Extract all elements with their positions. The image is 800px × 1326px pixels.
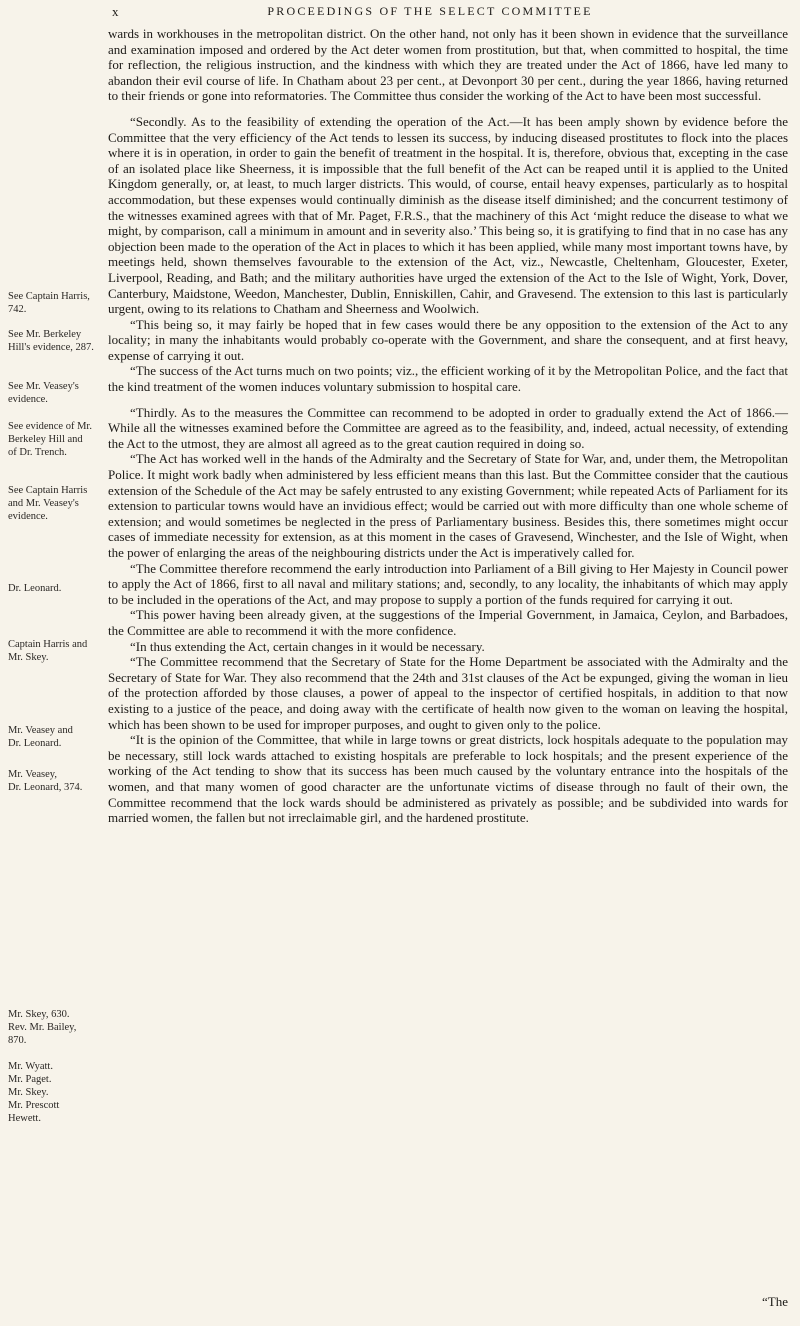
margin-note-line: Mr. Veasey, <box>8 769 57 780</box>
margin-note-line: See Mr. Berkeley <box>8 329 82 340</box>
margin-note-line: Mr. Skey, 630. <box>8 1009 70 1020</box>
margin-note <box>8 638 108 664</box>
margin-note-line: Captain Harris and <box>8 639 88 650</box>
paragraph: “It is the opinion of the Committee, that while in large towns or great districts, lock hospitals adequate to the population may be necessary, still lock wards attached to existing hospitals are preferable to lock hospitals; and the present experience of the working of the Act tending to show that its success has been much caused by the voluntary entrance into the hospitals of the women, and that many women of good character are the unfortunate victims of disease through no fault of their own, the Committee recommend that the lock wards should be administered as privately as possible; and be subdivided into wards for married women, the fallen but not irreclaimable girl, and the hardened prostitute. <box>108 732 788 826</box>
margin-note-line: Mr. Skey. <box>8 1087 49 1098</box>
margin-note-line: Dr. Leonard, 374. <box>8 782 83 793</box>
running-head: PROCEEDINGS OF THE SELECT COMMITTEE <box>267 4 593 18</box>
paragraph: “This being so, it may fairly be hoped that in few cases would there be any opposition to the extension of the Act to any locality; in many the inhabitants would probably co-operate with the Government, and share the consequent, and at first heavy, expense of carrying it out. <box>108 316 788 363</box>
margin-note <box>8 768 108 794</box>
margin-note-line: Mr. Wyatt. <box>8 1061 53 1072</box>
paragraph: “Secondly. As to the feasibility of extending the operation of the Act.—It has been amply shown by evidence before the Committee that the very efficiency of the Act tends to lessen its success, by inducing diseased prostitutes to flock into the places where it is in operation, in order to gain the benefit of treatment in the hospital. It is, therefore, obvious that, excepting in the case of an isolated place like Sheerness, it is impossible that the full benefit of the Act can be reaped until it is applied to the United Kingdom generally, or, at least, to much larger districts. This would, of course, entail heavy expenses, particularly as to hospital accommodation, but these expenses would continually diminish as the disease itself diminished; and the concurrent testimony of the witnesses examined agrees with that of Mr. Paget, F.R.S., that the machinery of this Act ‘might reduce the disease to what we might, by comparison, call a minimum in amount and in severity also.’ This being so, it is gratifying to find that in no case has any objection been made to the operation of the Act in places to which it has been applied, while many most important towns have, by meetings held, shown themselves favourable to the extension of the Act, viz., Newcastle, Cheltenham, Gloucester, Exeter, Liverpool, Reading, and Bath; and the military authorities have urged the extension of the Act to the Isle of Wight, York, Dover, Canterbury, Maidstone, Weedon, Manchester, Dublin, Enniskillen, Cahir, and Gravesend. The extension to this last is particularly urgent, owing to its relations to Chatham and Sheerness and Woolwich. <box>108 113 788 317</box>
body-text <box>108 26 788 826</box>
margin-note-line: Mr. Veasey and <box>8 725 73 736</box>
margin-note-line: Mr. Prescott <box>8 1100 60 1111</box>
catchword: “The <box>762 1294 788 1309</box>
margin-note <box>8 380 108 406</box>
paragraph: “The success of the Act turns much on two points; viz., the efficient working of it by the Metropolitan Police, and the fact that the kind treatment of the women induces voluntary submission to hospital care. <box>108 363 788 395</box>
margin-note <box>8 1008 108 1047</box>
margin-note-line: Dr. Leonard. <box>8 738 62 749</box>
paragraph: “Thirdly. As to the measures the Committee can recommend to be adopted in order to gradually extend the Act of 1866.—While all the witnesses examined before the Committee are agreed as to the feasibility, and, indeed, actual necessity, of extending the Act to the utmost, they are almost all agreed as to the great caution required in doing so. <box>108 404 788 451</box>
margin-note-line: evidence. <box>8 394 48 405</box>
margin-note-line: Rev. Mr. Bailey, <box>8 1022 77 1033</box>
margin-note <box>8 1060 108 1125</box>
paragraph: “In thus extending the Act, certain changes in it would be necessary. <box>130 638 485 654</box>
margin-note <box>8 420 108 459</box>
margin-note-line: 870. <box>8 1035 27 1046</box>
paragraph: “The Committee recommend that the Secretary of State for the Home Department be associated with the Admiralty and the Secretary of State for War. They also recommend that the 24th and 31st clauses of the Act be expunged, giving the woman in lieu of the protection afforded by those clauses, a power of appeal to the inspector of certified hospitals, in addition to that now existing to a justice of the peace, and doing away with the certificate of health now given to the woman on leaving the hospital, which has been shown to be used for improper purposes, and ought to given only to the police. <box>108 654 788 732</box>
margin-note-line: Mr. Paget. <box>8 1074 52 1085</box>
margin-note-line: See Captain Harris <box>8 485 88 496</box>
margin-note-line: of Dr. Trench. <box>8 447 67 458</box>
margin-note <box>8 484 108 523</box>
margin-note-line: 742. <box>8 304 27 315</box>
margin-note-line: See Mr. Veasey's <box>8 381 79 392</box>
margin-note <box>8 290 108 316</box>
margin-note <box>8 328 108 354</box>
paragraph: “The Act has worked well in the hands of the Admiralty and the Secretary of State for War, and, under them, the Metropolitan Police. It might work badly when administered by less efficient means than this last. But the Committee consider that the cautious extension of the Schedule of the Act may be safely entrusted to any existing Government; while repeated Acts of Parliament for its extension to particular towns would have an invidious effect; would be carried out with more difficulty than one whole scheme of extension; and would sometimes be neglected in the press of Parliamentary business. Besides this, there sometimes might occur cases of immediate necessity for extension, as at this moment in the cases of Gravesend, Winchester, and the Isle of Wight, when the power of enlarging the areas of the neighbouring districts under the Act is imperatively called for. <box>108 451 788 560</box>
page-number: x <box>112 4 120 19</box>
margin-note-line: and Mr. Veasey's <box>8 498 79 509</box>
page-header <box>0 4 800 28</box>
paragraph: “This power having been already given, at the suggestions of the Imperial Government, in Jamaica, Ceylon, and Barbadoes, the Committee are able to recommend it with the more confidence. <box>108 607 788 638</box>
margin-note-line: See Captain Harris, <box>8 291 90 302</box>
margin-note-line: Hewett. <box>8 1113 41 1124</box>
margin-note-line: Hill's evidence, 287. <box>8 342 94 353</box>
paragraph: wards in workhouses in the metropolitan district. On the other hand, not only has it been shown in evidence that the surveillance and examination imposed and ordered by the Act deter women from prostitution, but that, when committed to hospital, the time for reflection, the religious instruction, and the kindness with which they are treated under the Act of 1866, have led many to abandon their evil course of life. In Chatham about 23 per cent., at Devonport 30 per cent., during the year 1866, having returned to their friends or gone into reformatories. The Committee thus consider the working of the Act to have been most successful. <box>108 26 788 104</box>
margin-note <box>8 582 108 595</box>
margin-note-line: Mr. Skey. <box>8 652 49 663</box>
margin-note-line: evidence. <box>8 511 48 522</box>
paragraph: “The Committee therefore recommend the early introduction into Parliament of a Bill giving to Her Majesty in Council power to apply the Act of 1866, first to all naval and military stations; and, secondly, to any locality, the inhabitants of which may apply to be included in the operations of the Act, and may propose to supply a portion of the funds required for carrying it out. <box>108 560 788 607</box>
margin-note-line: See evidence of Mr. <box>8 421 92 432</box>
margin-note-line: Berkeley Hill and <box>8 434 83 445</box>
margin-note-line: Dr. Leonard. <box>8 583 62 594</box>
margin-note <box>8 724 108 750</box>
